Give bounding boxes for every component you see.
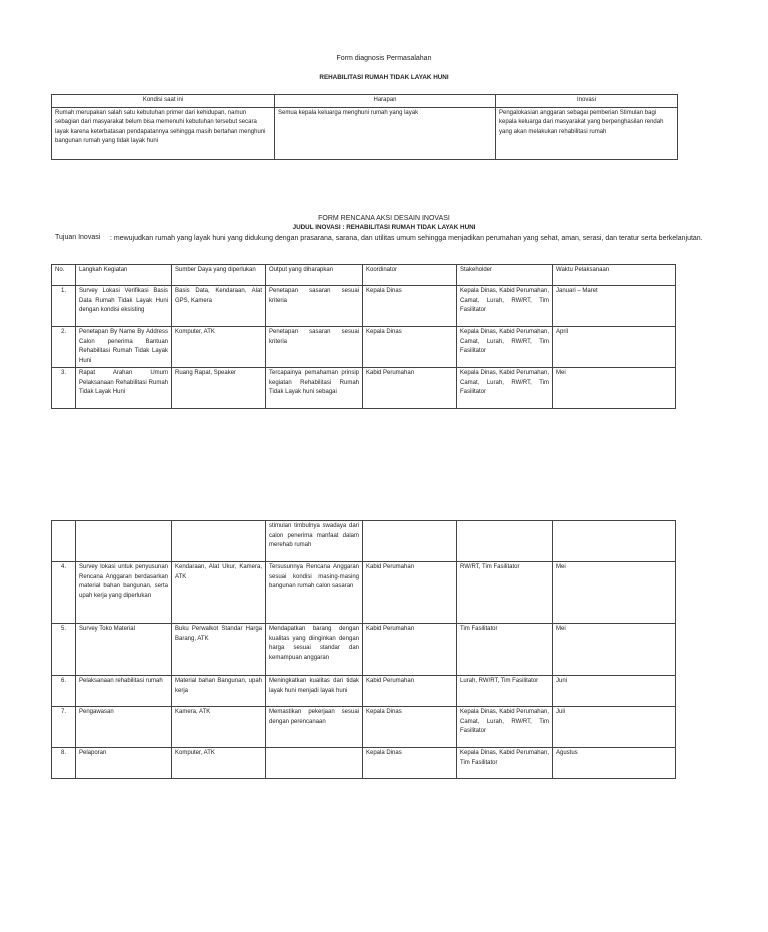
cell-langkah: Pengawasan [76,707,172,748]
plan-title: FORM RENCANA AKSI DESAIN INOVASI [318,215,450,222]
header-stakeholder: Stakeholder [457,265,553,286]
cell-no: 3. [52,368,76,409]
cell-langkah [76,521,172,562]
cell-no [52,521,76,562]
table-row [52,327,676,368]
cell-no: 5. [52,624,76,676]
cell-langkah: Rapat Arahan Umum Pelaksanaan Rehabilitasi Rumah Tidak Layak Huni [76,368,172,409]
cell-sumber: Komputer, ATK [172,327,266,368]
cell-langkah: Pelaporan [76,748,172,779]
cell-waktu: Agustus [553,748,676,779]
header-langkah: Langkah Kegiatan [76,265,172,286]
cell-waktu: Juni [553,676,676,707]
table-row [52,748,676,779]
cell-langkah: Pelaksanaan rehabilitasi rumah [76,676,172,707]
cell-stakeholder: Kepala Dinas, Kabid Perumahan, Camat, Lurah, RW/RT, Tim Fasilitator [457,286,553,327]
action-plan-header-row [52,265,676,286]
cell-stakeholder [457,521,553,562]
cell-no: 6. [52,676,76,707]
cell-output: Penetapan sasaran sesuai kriteria [266,286,363,327]
cell-stakeholder: Tim Fasilitator [457,624,553,676]
goal-text: : mewujudkan rumah yang layak huni yang didukung dengan prasarana, sarana, dan utilitas umum sehingga menjadikan perumahan yang sehat, aman, serasi, dan teratur serta berkelanjutan. [110,235,703,242]
diagnosis-title: Form diagnosis Permasalahan [336,55,432,62]
cell-output: Meningkatkan kualitas dari tidak layak huni menjadi layak huni [266,676,363,707]
table-row [52,562,676,624]
cell-koordinator: Kabid Perumahan [363,676,457,707]
cell-sumber: Buku Perwalkot Standar Harga Barang, ATK [172,624,266,676]
cell-output: Memastikan pekerjaan sesuai dengan perencanaan [266,707,363,748]
table-row [52,368,676,409]
cell-no: 4. [52,562,76,624]
table-row [52,676,676,707]
cell-stakeholder: Lurah, RW/RT, Tim Fasilitator [457,676,553,707]
cell-stakeholder: Kepala Dinas, Kabid Perumahan, Camat, Lurah, RW/RT, Tim Fasilitator [457,368,553,409]
goal-label: Tujuan Inovasi [55,234,101,241]
cell-koordinator: Kabid Perumahan [363,368,457,409]
header-waktu: Waktu Pelaksanaan [553,265,676,286]
cell-output: Tercapainya pemahaman prinsip kegiatan Rehabilitasi Rumah Tidak Layak huni sebagai [266,368,363,409]
cell-output: Mendapatkan barang dengan kualitas yang diinginkan dengan harga sesuai standar dan kemampuan anggaran [266,624,363,676]
cell-sumber: Basis Data, Kendaraan, Alat GPS, Kamera [172,286,266,327]
cell-no: 1. [52,286,76,327]
cell-koordinator: Kepala Dinas [363,748,457,779]
cell-sumber [172,521,266,562]
cell-langkah: Survey Lokasi Verifikasi Basis Data Rumah Tidak Layak Huni dengan kondisi eksisting [76,286,172,327]
cell-waktu: Januari – Maret [553,286,676,327]
diagnosis-header-inovasi: Inovasi [496,95,678,108]
diagnosis-header-kondisi: Kondisi saat ini [52,95,275,108]
cell-output [266,748,363,779]
table-row [52,707,676,748]
cell-koordinator [363,521,457,562]
diagnosis-cell-harapan: Semua kepala keluarga menghuni rumah yang layak [275,107,496,159]
cell-waktu [553,521,676,562]
header-no: No. [52,265,76,286]
cell-no: 8. [52,748,76,779]
cell-output: Penetapan sasaran sesuai kriteria [266,327,363,368]
cell-waktu: April [553,327,676,368]
table-row [52,624,676,676]
cell-output: Tersusunnya Rencana Anggaran sesuai kondisi masing-masing bangunan rumah calon sasaran [266,562,363,624]
diagnosis-cell-inovasi: Pengalokasian anggaran sebagai pemberian Stimulan bagi kepala keluarga dari masyarakat yang berpenghasilan rendah yang akan melakukan rehabilitasi rumah [496,107,678,159]
cell-sumber: Kendaraan, Alat Ukur, Kamera, ATK [172,562,266,624]
header-koordinator: Koordinator [363,265,457,286]
cell-koordinator: Kabid Perumahan [363,562,457,624]
cell-koordinator: Kepala Dinas [363,327,457,368]
cell-langkah: Survey Toko Material [76,624,172,676]
cell-stakeholder: Kepala Dinas, Kabid Perumahan, Tim Fasilitator [457,748,553,779]
header-output: Output yang diharapkan [266,265,363,286]
cell-output: stimulan timbulnya swadaya dari calon penerima manfaat dalam merehab rumah [266,521,363,562]
plan-subtitle: JUDUL INOVASI : REHABILITASI RUMAH TIDAK LAYAK HUNI [292,224,476,231]
diagnosis-cell-kondisi: Rumah merupakan salah satu kebutuhan primer dari kehidupan, namun sebagian dari masyarakat belum bisa memenuhi kebutuhan tersebut secara layak karena keterbatasan pendapatannya sehingga masih bertahan menghuni bangunan rumah yang tidak layak huni [52,107,275,159]
action-plan-table [51,264,676,409]
cell-sumber: Ruang Rapat, Speaker [172,368,266,409]
cell-langkah: Penetapan By Name By Address Calon penerima Bantuan Rehabilitasi Rumah Tidak Layak Huni [76,327,172,368]
cell-sumber: Komputer, ATK [172,748,266,779]
cell-no: 2. [52,327,76,368]
cell-koordinator: Kepala Dinas [363,707,457,748]
cell-langkah: Survey lokasi untuk penyusunan Rencana Anggaran berdasarkan material bahan bangunan, serta upah kerja yang diperlukan [76,562,172,624]
diagnosis-subtitle: REHABILITASI RUMAH TIDAK LAYAK HUNI [319,74,449,81]
cell-waktu: Mei [553,368,676,409]
cell-sumber: Kamera, ATK [172,707,266,748]
diagnosis-header-harapan: Harapan [275,95,496,108]
cell-stakeholder: Kepala Dinas, Kabid Perumahan, Camat, Lurah, RW/RT, Tim Fasilitator [457,327,553,368]
table-row [52,286,676,327]
action-plan-table-continued [51,520,676,779]
cell-stakeholder: Kepala Dinas, Kabid Perumahan, Camat, Lurah, RW/RT, Tim Fasilitator [457,707,553,748]
cell-sumber: Material bahan Bangunan, upah kerja [172,676,266,707]
cell-waktu: Mei [553,624,676,676]
cell-stakeholder: RW/RT, Tim Fasilitator [457,562,553,624]
cell-no: 7. [52,707,76,748]
cell-waktu: Juli [553,707,676,748]
diagnosis-table [51,94,678,160]
cell-koordinator: Kepala Dinas [363,286,457,327]
cell-koordinator: Kabid Perumahan [363,624,457,676]
header-sumber: Sumber Daya yang diperlukan [172,265,266,286]
table-row [52,521,676,562]
cell-waktu: Mei [553,562,676,624]
